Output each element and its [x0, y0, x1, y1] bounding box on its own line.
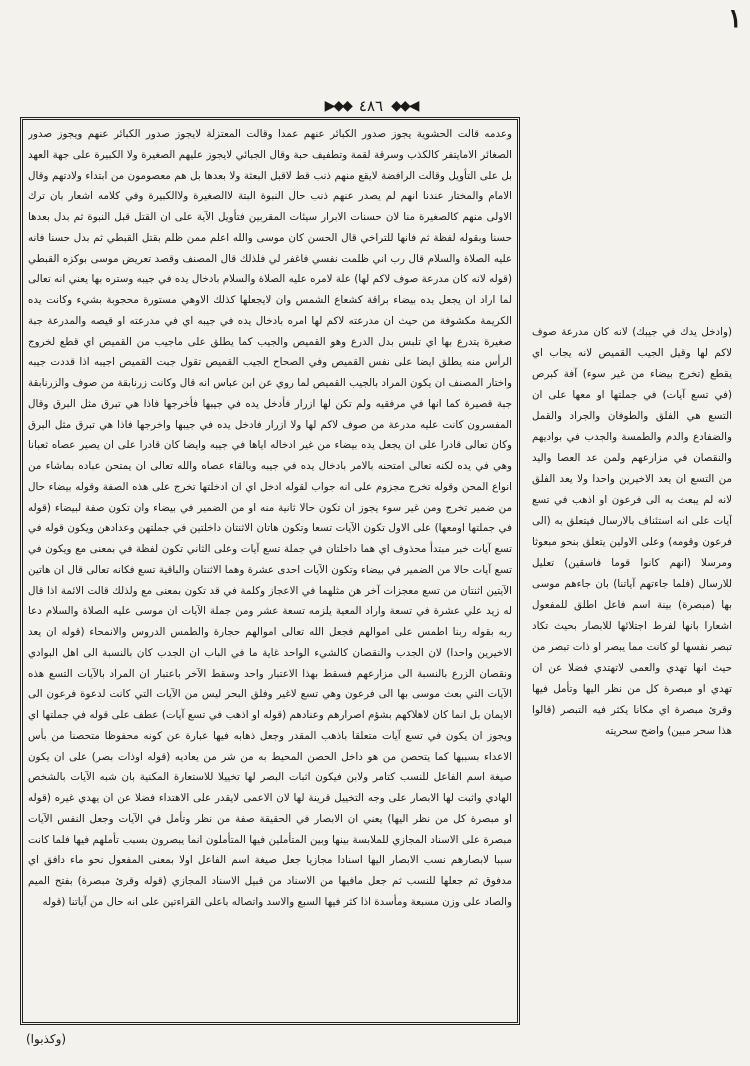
- margin-paragraph: (وادخل يدك في جيبك) لانه كان مدرعة صوف لاكم لها وقيل الجيب القميص لانه يجاب اي يقطع (تخرج بيضاء من غير سوء) آفة كبرص (في تسع آيات) في جملتها او معها على ان التسع هي الفلق والطوفان والجراد والقمل والضفادع والدم والطمسة والجدب في بواديهم والنقصان في مزارعهم ولمن عد العصا واليد من التسع ان يعد الاخيرين واحدا ولا يعد الفلق لانه لم يبعث به الى فرعون او اذهب في تسع آيات على انه استئناف بالارسال فيتعلق به (الى فرعون وقومه) وعلى الاولين يتعلق بنحو مبعوثا ومرسلا (انهم كانوا قوما فاسقين) تعليل للارسال (فلما جاءتهم آياتنا) بان جاءهم موسى بها (مبصرة) بينة اسم فاعل اطلق للمفعول اشعارا بانها لفرط اجتلائها للابصار بحيث تكاد تبصر نفسها لو كانت مما يبصر او ذات تبصر من حيث انها تهدي والعمى لاتهتدي فضلا عن ان تهدي او مبصرة كل من نظر اليها وتأمل فيها وقرئ مبصرة اي مكانا يكثر فيه التبصر (قالوا هذا سحر مبين) واضح سحريته: [532, 326, 732, 737]
- ornament-left-icon: ◀◆◆: [391, 98, 418, 114]
- corner-mark: ١: [728, 4, 742, 34]
- catchword: (وكذبوا): [26, 1032, 67, 1046]
- page-number-header: [230, 96, 512, 116]
- ornament-right-icon: ◆◆▶: [324, 98, 351, 114]
- margin-commentary: [532, 322, 732, 882]
- commentary-paragraph: وعدمه قالت الحشوية يجوز صدور الكبائر عنهم عمدا وقالت المعتزلة لايجوز صدور الكبائر عنهم ويجوز صدور الصغائر الامايتفر كالكذب وسرقة لقمة وتطفيف حبة وقال الجبائي لايجوز عليهم الصغيرة ولا الكبيرة على جهة العهد بل على التأويل وقالت الرافضة لايقع منهم ذنب قط لاقبل البعثة ولا بعدها بل هم معصومون من ابتداء ولادتهم وقال الامام والمختار عندنا انهم لم يصدر عنهم ذنب حال النبوة البتة لاالصغيرة ولاالكبيرة وفي كلامه اشعار بان ترك الاولى منهم كالصغيرة منا لان حسنات الابرار سيئات المقربين فتأويل الآية على ان القتل قبل النبوة ثم بدل بعدها حسنا وبقوله لفظة ثم فانها للتراخي قال الحسن كان موسى والله اعلم ممن ظلم بقتل القبطي ثم بدل حسنا فانه عليه الصلاة والسلام قال رب اني ظلمت نفسي فاغفر لي فلذلك قال المصنف وقصد تعريض موسى بوكزه القبطي (قوله لانه كان مدرعة صوف لاكم لها) علة لامره عليه الصلاة والسلام بادخال يده في جيبه وستره بها يعني انه تعالى لما اراد ان يجعل يده بيضاء براقة كشعاع الشمس وان لايجعلها كذلك الاوهي مستورة محجوبة بشيء وكانت يده الكريمة مكشوفة من حيث ان مدرعته لاكم لها امره بادخال يده في جيبه اي في مدرعته او قيصه والمدرعة جبة صغيرة يتدرع بها اي تلبس بدل الدرع وهو القميص والجيب كما يطلق على ماجيب من القميص اي قطع لخروج الرأس منه يطلق ايضا على نفس القميص وفي الصحاح الجيب القميص تقول جبت القميص اجيبه اذا قددت جيبه واختار المصنف ان يكون المراد بالجيب القميص لما روي عن ابن عباس انه قال وكانت زرنابقة من صوف والزرنابقة جبة قصيرة كما انها في مرفقيه ولم تكن لها ازرار فأدخل يده في جيبها فأخرجها فاذا هي تبرق مثل البرق وقال المفسرون كانت عليه مدرعة من صوف لاكم لها ولا ازرار فادخل يده في جيبها واخرجها فاذا هي تبرق مثل البرق وكان تعالى قادرا على ان يجعل يده بيضاء من غير ادخاله اياها في جيبه وايضا كان قادرا على ان يصير عصاه ثعبانا وهي في يده لكنه تعالى امتحنه بالامر بادخال يده في جيبه وبالقاء عصاه والله تعالى ان يمتحن عباده بماشاء من انواع المحن وقوله تخرج مجزوم على انه جواب لقوله ادخل اي ان ادخلتها تخرج على هذه الصفة وقوله بيضاء حال من ضمير تخرج ومن غير سوء يجوز ان تكون حالا ثانية منه او من الضمير في بيضاء وان تكون صفة لبيضاء (قوله في جملتها اومعها) على الاول تكون الآيات تسعا وتكون هاتان الاثنتان داخلتين في جملتهن وعدادهن ويكون قوله في تسع آيات خبر مبتدأ محذوف اي هما داخلتان في جملة تسع آيات وعلى الثاني تكون لفظة في بمعنى مع ويكون في تسع آيات حالا من الضمير في بيضاء وتكون الآيات احدى عشرة وهما الاثنتان والباقية تسع فكانه تعالى قال ان هاتين الآيتين اثنتان من تسع معجزات آخر هن مثلهما في الاعجاز وكلمة في قد تكون بمعنى مع ولذلك قالت الائمة اذا قال له زيد علي عشرة في تسعة واراد المعية يلزمه تسعة عشر ومن جملة الآيات ان موسى عليه الصلاة والسلام دعا ربه بقوله ربنا اطمس على اموالهم فجعل الله تعالى اموالهم حجارة والطمس الدروس والانمحاء (قوله ان يعد الاخيرين واحدا) لان الجدب والنقصان كالشيء الواحد غاية ما في الباب ان الجدب كان بالنسبة الى اهل البوادي ونقصان الزرع بالنسبة الى مزارعهم فسقط بهذا الاعتبار واحد وسقط الآخر باعتبار ان المراد بالآيات التسع هذه الآيات التي بعث موسى بها الى فرعون وهي تسع لاغير وفلق البحر ليس من الآيات التي كانت لدعوة فرعون الى الايمان بل انما كان لاهلاكهم بشؤم اصرارهم وعنادهم (قوله او اذهب في تسع آيات) عطف على قوله في جملتها اي ويجوز ان يكون في تسع آيات متعلقا باذهب المقدر وجعل ذهابه فيها عبارة عن كونه محفوظا متحصنا من بأس الاعداء بسببها كما يتحصن من هو داخل الحصن المحيط به من شر من يعاديه (قوله اوذات بصر) على ان يكون صيغة اسم الفاعل للنسب كتامر ولابن فيكون اثبات البصر لها تخييلا للاستعارة المكنية بان شبه الآيات بالشخص الهادي واثبت لها الابصار على وجه التخييل قرينة لها لان الاعمى لايقدر على الاهتداء فضلا عن ان يهدي غيره (قوله او مبصرة كل من نظر اليها) يعني ان الابصار في الحقيقة صفة من نظر وتأمل في الآيات وجعل النفس الآيات مبصرة على الاسناد المجازي للملابسة بينها وبين المتأملين فيها المتأملون انما يبصرون بسبب تأملهم فيها فلما كانت سببا لابصارهم نسب الابصار اليها اسنادا مجازيا جعل صيغة اسم الفاعل اولا بمعنى المفعول نحو ماء دافق اي مدفوق ثم جعلها للنسب ثم جعل مافيها من الاسناد من قبيل الاسناد المجازي (قوله وقرئ مبصرة) بفتح الميم والصاد على وزن مسبعة ومأسدة اذا كثر فيها السبع والاسد واتصاله باعلى القراءتين على انه حال من آياتنا (قوله: [28, 128, 512, 908]
- commentary-body: [28, 124, 512, 1019]
- page-number: ٤٨٦: [358, 97, 384, 115]
